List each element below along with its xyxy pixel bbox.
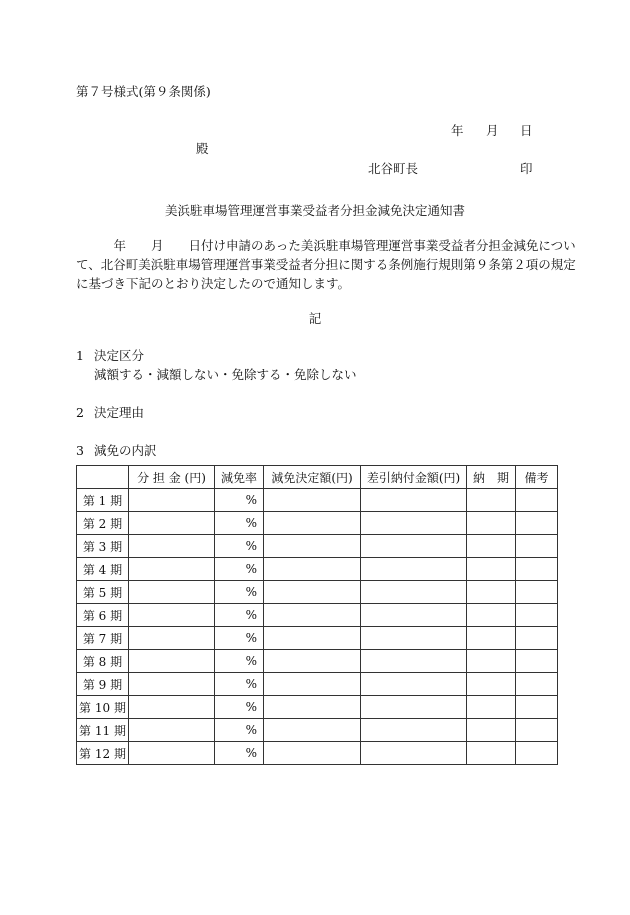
contribution-cell [129,558,215,581]
section-number: 3 [76,443,84,458]
reduction-rate-cell: % [215,742,264,765]
reduction-rate-cell: % [215,535,264,558]
document-title: 美浜駐車場管理運営事業受益者分担金減免決定通知書 [164,203,465,218]
table-header-row [77,466,558,489]
period-cell: 第 6 期 [77,604,129,627]
due-date-cell [467,535,516,558]
reduction-rate-cell: % [215,696,264,719]
body-line: て、北谷町美浜駐車場管理運営事業受益者分担に関する条例施行規則第９条第２項の規定 [76,257,576,272]
period-cell: 第 11 期 [77,719,129,742]
header-reduction-rate: 減免率 [215,466,264,489]
period-cell: 第 10 期 [77,696,129,719]
due-date-cell [467,581,516,604]
contribution-cell [129,489,215,512]
date-year-label: 年 [451,123,464,138]
date-month-label: 月 [486,123,499,138]
section-number: 2 [76,405,84,420]
section-3-heading [76,445,157,458]
section-2-heading [76,407,144,420]
header-remarks: 備考 [516,466,558,489]
contribution-cell [129,673,215,696]
contribution-cell [129,581,215,604]
reduction-amount-cell [264,535,361,558]
section-title: 決定区分 [94,348,145,363]
reduction-amount-cell [264,742,361,765]
seal-mark: 印 [520,161,533,176]
reduction-amount-cell [264,673,361,696]
period-cell: 第 7 期 [77,627,129,650]
remarks-cell [516,558,558,581]
header-net-payment: 差引納付金額(円) [361,466,467,489]
net-payment-cell [361,742,467,765]
period-cell: 第 2 期 [77,512,129,535]
net-payment-cell [361,558,467,581]
remarks-cell [516,535,558,558]
period-cell: 第 8 期 [77,650,129,673]
ki-marker: 記 [308,311,322,326]
header-reduction-amount: 減免決定額(円) [264,466,361,489]
table-row [77,535,558,558]
reduction-rate-cell: % [215,673,264,696]
decision-options: 減額する・減額しない・免除する・免除しない [94,367,357,382]
addressee-honorific: 殿 [196,141,209,156]
period-cell: 第 5 期 [77,581,129,604]
contribution-cell [129,512,215,535]
contribution-cell [129,650,215,673]
contribution-cell [129,604,215,627]
remarks-cell [516,489,558,512]
net-payment-cell [361,673,467,696]
due-date-cell [467,558,516,581]
period-cell: 第 4 期 [77,558,129,581]
due-date-cell [467,742,516,765]
section-number: 1 [76,348,84,363]
reduction-amount-cell [264,489,361,512]
contribution-cell [129,742,215,765]
table-row [77,604,558,627]
remarks-cell [516,627,558,650]
remarks-cell [516,604,558,627]
net-payment-cell [361,650,467,673]
table-row [77,650,558,673]
period-cell: 第 12 期 [77,742,129,765]
due-date-cell [467,489,516,512]
section-1-heading [76,350,144,363]
form-number: 第７号様式(第９条関係) [76,84,211,99]
reduction-rate-cell: % [215,627,264,650]
period-cell: 第 3 期 [77,535,129,558]
due-date-cell [467,604,516,627]
table-body [77,489,558,765]
reduction-rate-cell: % [215,650,264,673]
remarks-cell [516,696,558,719]
table-row [77,512,558,535]
period-cell: 第 1 期 [77,489,129,512]
remarks-cell [516,673,558,696]
body-paragraph [76,236,576,293]
period-cell: 第 9 期 [77,673,129,696]
due-date-cell [467,512,516,535]
reduction-rate-cell: % [215,512,264,535]
reduction-amount-cell [264,604,361,627]
reduction-rate-cell: % [215,719,264,742]
due-date-cell [467,673,516,696]
due-date-cell [467,627,516,650]
section-title: 決定理由 [94,405,145,420]
section-title: 減免の内訳 [94,443,157,458]
remarks-cell [516,581,558,604]
header-contribution: 分 担 金 (円) [129,466,215,489]
remarks-cell [516,650,558,673]
table-row [77,673,558,696]
net-payment-cell [361,512,467,535]
reduction-breakdown-table [76,465,558,765]
date-day-label: 日 [520,123,533,138]
remarks-cell [516,742,558,765]
table-row [77,558,558,581]
remarks-cell [516,512,558,535]
net-payment-cell [361,627,467,650]
table-row [77,742,558,765]
reduction-amount-cell [264,650,361,673]
net-payment-cell [361,696,467,719]
net-payment-cell [361,535,467,558]
reduction-rate-cell: % [215,558,264,581]
table-row [77,696,558,719]
contribution-cell [129,535,215,558]
header-period [77,466,129,489]
body-line: に基づき下記のとおり決定したので通知します。 [76,276,351,291]
net-payment-cell [361,604,467,627]
remarks-cell [516,719,558,742]
contribution-cell [129,627,215,650]
net-payment-cell [361,581,467,604]
body-line: 年 月 日付け申請のあった美浜駐車場管理運営事業受益者分担金減免につい [76,238,576,253]
reduction-amount-cell [264,719,361,742]
reduction-amount-cell [264,581,361,604]
table-row [77,489,558,512]
net-payment-cell [361,489,467,512]
contribution-cell [129,696,215,719]
reduction-amount-cell [264,512,361,535]
due-date-cell [467,719,516,742]
net-payment-cell [361,719,467,742]
table-row [77,719,558,742]
reduction-amount-cell [264,558,361,581]
contribution-cell [129,719,215,742]
due-date-cell [467,696,516,719]
due-date-cell [467,650,516,673]
reduction-rate-cell: % [215,581,264,604]
table-row [77,581,558,604]
reduction-rate-cell: % [215,604,264,627]
reduction-rate-cell: % [215,489,264,512]
table-row [77,627,558,650]
reduction-amount-cell [264,696,361,719]
reduction-amount-cell [264,627,361,650]
issuer-name: 北谷町長 [368,161,419,176]
header-due-date: 納 期 [467,466,516,489]
